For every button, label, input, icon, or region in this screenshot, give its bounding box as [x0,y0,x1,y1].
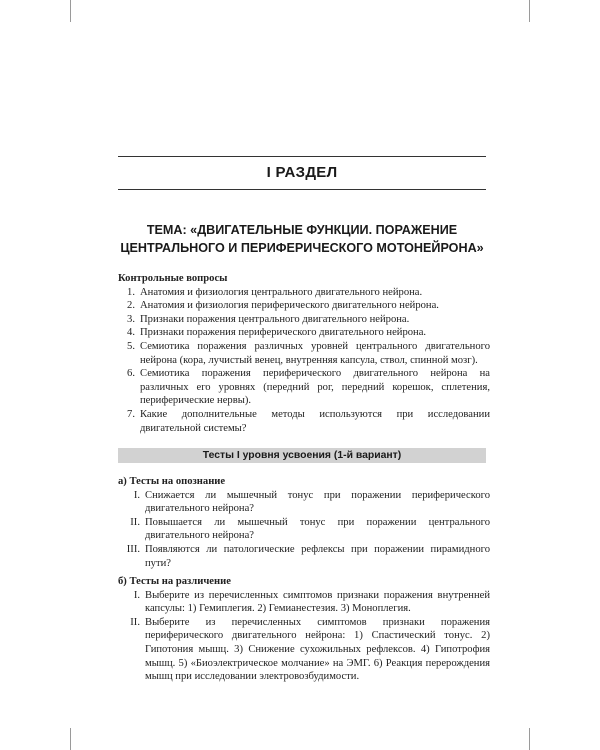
list-item: 6. Семиотика поражения периферического двигательного нейрона на различных его уровнях (передний рог, передний корешок, сплетения, периферические нервы). [127,368,490,407]
recognition-tests [118,475,490,570]
theme-title-line-2: ЦЕНТРАЛЬНОГО И ПЕРИФЕРИЧЕСКОГО МОТОНЕЙРОНА» [120,241,484,255]
section-top-rule [118,156,486,157]
list-item: III. Появляются ли патологические рефлексы при поражении пирамидного пути? [126,543,490,569]
crop-mark-top-left [70,0,71,22]
crop-mark-top-right [529,0,530,22]
tests-level-bar: Тесты I уровня усвоения (1-й вариант) [118,448,486,463]
recognition-tests-heading: а) Тесты на опознание [118,476,226,487]
list-item: 1. Анатомия и физиология центрального двигательного нейрона. [127,286,423,298]
list-item: I. Выберите из перечисленных симптомов признаки поражения внутренней капсулы: 1) Гемиплегия. 2) Гемианестезия. 3) Моноплегия. [133,589,490,615]
section-bottom-rule [118,189,486,190]
control-questions-heading: Контрольные вопросы [118,273,228,284]
discrimination-tests-list [118,589,490,684]
discrimination-tests [118,575,490,684]
list-item: II. Повышается ли мышечный тонус при поражении центрального двигательного нейрона? [130,516,490,542]
list-item: 5. Семиотика поражения различных уровней центрального двигательного нейрона (кора, лучистый венец, внутренняя капсула, ствол, спинной мозг). [127,340,490,366]
recognition-tests-list [118,489,490,571]
crop-mark-bottom-left [70,728,71,750]
list-item: I. Снижается ли мышечный тонус при поражении периферического двигательного нейрона? [133,489,490,515]
crop-mark-bottom-right [529,728,530,750]
list-item: II. Выберите из перечисленных симптомов признаки поражения периферического двигательного нейрона: 1) Спастический тонус. 2) Гипотония мышц. 3) Снижение сухожильных рефлексов. 4) Гипотрофия мышц. 5) «Биоэлектрическое молчание» на ЭМГ. 6) Реакция перерождения мышц при исследовании электровозбудимости. [130,616,490,683]
control-questions [118,272,490,435]
list-item: 4. Признаки поражения периферического двигательного нейрона. [127,327,427,339]
control-questions-list [118,286,490,436]
theme-title-line-1: ТЕМА: «ДВИГАТЕЛЬНЫЕ ФУНКЦИИ. ПОРАЖЕНИЕ [146,223,458,237]
theme-title [118,221,486,257]
list-item: 3. Признаки поражения центрального двигательного нейрона. [127,313,410,325]
list-item: 2. Анатомия и физиология периферического двигательного нейрона. [127,300,439,312]
list-item: 7. Какие дополнительные методы используются при исследовании двигательной системы? [127,408,490,434]
section-title: I РАЗДЕЛ [266,164,338,181]
discrimination-tests-heading: б) Тесты на различение [118,576,231,587]
